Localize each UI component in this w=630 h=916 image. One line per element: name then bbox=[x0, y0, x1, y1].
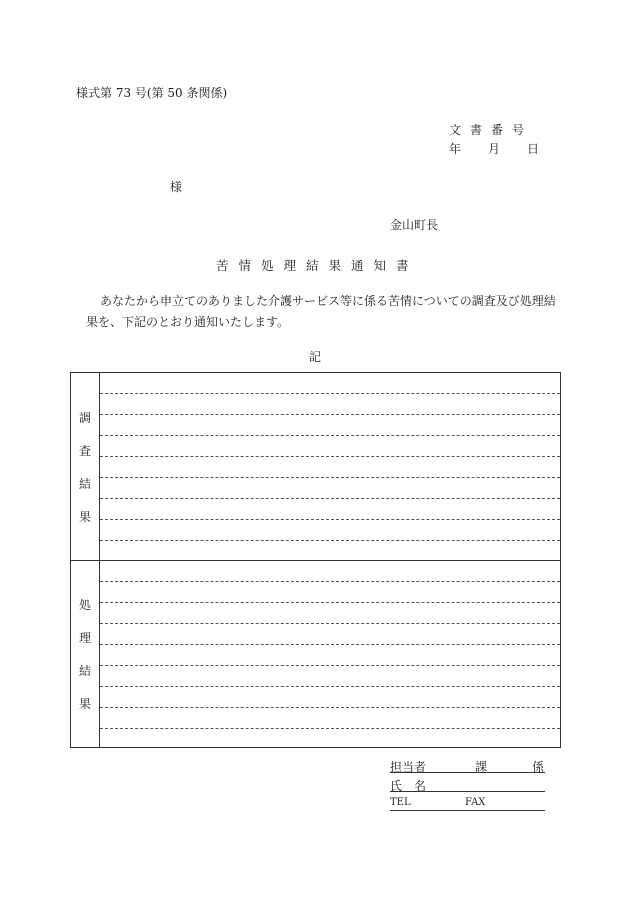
date-day: 日 bbox=[526, 142, 539, 156]
fax-label: FAX bbox=[465, 797, 486, 808]
dotted-line bbox=[100, 498, 560, 499]
staff-contact-line bbox=[390, 796, 545, 811]
ki-heading: 記 bbox=[309, 350, 322, 364]
dotted-line bbox=[100, 477, 560, 478]
investigation-section bbox=[71, 373, 560, 561]
dotted-line bbox=[100, 540, 560, 541]
label-char: 理 bbox=[78, 631, 91, 645]
addressee-suffix: 様 bbox=[170, 180, 183, 194]
dotted-line bbox=[100, 456, 560, 457]
dotted-line bbox=[100, 644, 560, 645]
shimei-label: 氏 名 bbox=[390, 779, 427, 793]
dotted-line bbox=[100, 686, 560, 687]
label-char: 査 bbox=[78, 443, 91, 458]
processing-section bbox=[71, 561, 560, 747]
dotted-line bbox=[100, 414, 560, 415]
kakari-label: 係 bbox=[532, 760, 545, 774]
dotted-line bbox=[100, 665, 560, 666]
tel-label: TEL bbox=[390, 797, 411, 808]
date-line bbox=[449, 140, 539, 157]
dotted-line bbox=[100, 435, 560, 436]
date-month: 月 bbox=[487, 142, 500, 156]
label-char: 結 bbox=[78, 664, 91, 678]
ka-label: 課 bbox=[475, 760, 488, 774]
dotted-line bbox=[100, 393, 560, 394]
dotted-line bbox=[100, 728, 560, 729]
processing-writing-area[interactable] bbox=[100, 561, 560, 747]
sender: 金山町長 bbox=[390, 218, 439, 232]
staff-name-line bbox=[390, 777, 545, 792]
label-char: 結 bbox=[78, 476, 91, 491]
tantousha-label: 担当者 bbox=[390, 760, 427, 774]
label-char: 果 bbox=[78, 697, 91, 711]
investigation-label bbox=[71, 373, 100, 560]
dotted-line bbox=[100, 623, 560, 624]
label-char: 調 bbox=[78, 410, 91, 425]
document-title: 苦情処理結果通知書 bbox=[216, 258, 419, 273]
label-char: 果 bbox=[78, 509, 91, 524]
dotted-line bbox=[100, 581, 560, 582]
dotted-line bbox=[100, 602, 560, 603]
form-number: 様式第 73 号(第 50 条関係) bbox=[76, 86, 228, 100]
dotted-line bbox=[100, 707, 560, 708]
investigation-writing-area[interactable] bbox=[100, 373, 560, 560]
processing-label bbox=[71, 561, 100, 747]
dotted-line bbox=[100, 519, 560, 520]
date-year: 年 bbox=[449, 142, 462, 156]
document-number-label: 文書番号 bbox=[449, 123, 534, 137]
label-char: 処 bbox=[78, 598, 91, 612]
staff-department-line bbox=[390, 758, 545, 773]
result-table bbox=[70, 372, 561, 748]
body-text: あなたから申立てのありました介護サービス等に係る苦情についての調査及び処理結果を、下記のとおり通知いたします。 bbox=[86, 294, 556, 329]
